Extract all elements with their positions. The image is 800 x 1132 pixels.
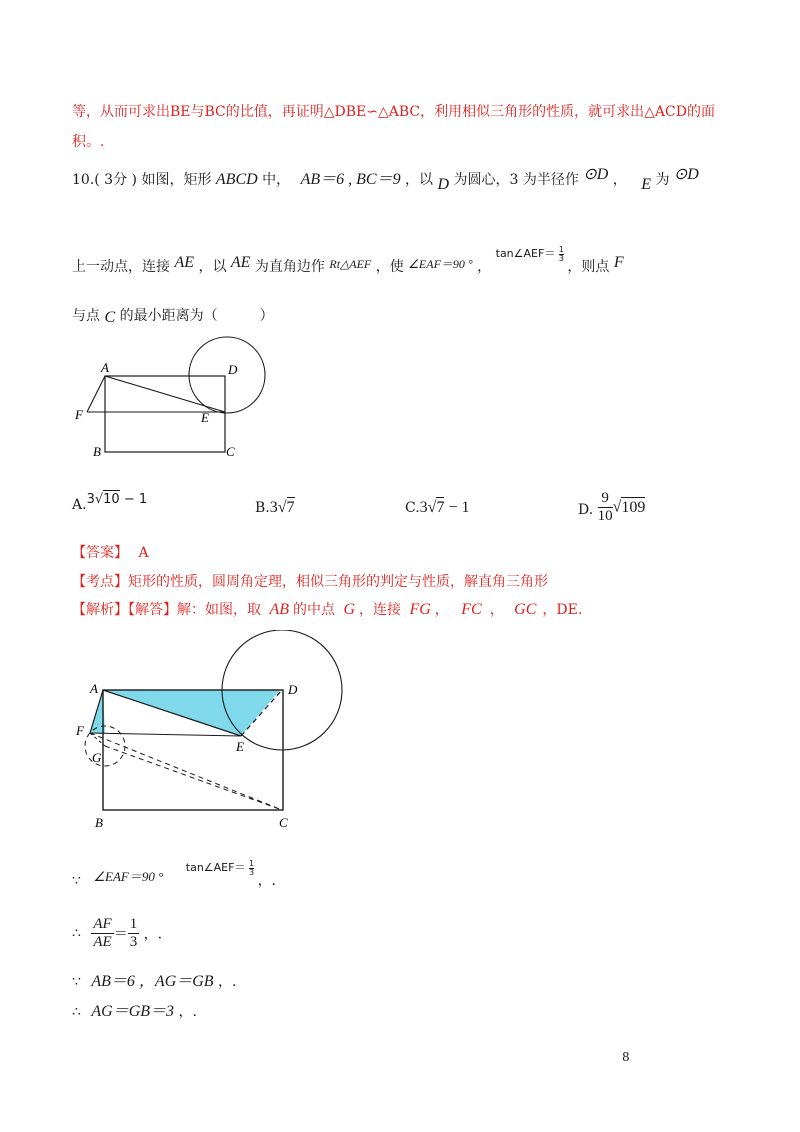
kaodian-line [72, 571, 548, 591]
question-text: ， [477, 259, 492, 275]
intro-line-2: 积。. [72, 134, 105, 150]
label-c: C [279, 815, 288, 830]
coef: 3 [419, 499, 428, 516]
question-text: 与点 [72, 308, 100, 324]
option-a-label: A. [72, 497, 87, 513]
label-a: A [90, 681, 98, 696]
radicand: 7 [286, 499, 295, 516]
d-num: 9 [598, 490, 613, 508]
option-b-label: B. [255, 500, 270, 516]
segment-gc [105, 746, 282, 810]
therefore-symbol: ∴ [72, 925, 81, 942]
label-e: E [201, 410, 209, 425]
question-text: 中， [262, 172, 291, 188]
angle-eaf: ∠EAF＝90 ° [408, 257, 473, 271]
question-line-3 [72, 305, 274, 325]
tan-den: 3 [248, 867, 255, 877]
jiexi-line: 【解析】【解答】解：如图，取 AB 的中点 G ，连接 FG ， FC ， GC ，DE. [72, 601, 583, 618]
question-text: ，以 [198, 259, 227, 275]
center-d: D [437, 176, 450, 193]
label-d: D [288, 682, 298, 697]
step-3: ∵ AB＝6 ，AG＝GB ，. [72, 973, 237, 990]
step-4: ∴ AG＝GB＝3 ，. [72, 1003, 197, 1020]
tan-den: 3 [558, 253, 564, 263]
question-text: ，使 [375, 259, 404, 275]
tan-aef [185, 858, 258, 877]
question-line-1 [72, 166, 699, 193]
circle-symbol: ⊙D [583, 166, 609, 183]
coef: 3 [86, 492, 95, 507]
label-g: G [92, 750, 102, 765]
question-text: 上一动点，连接 [72, 259, 170, 275]
label-a: A [101, 360, 109, 375]
question-score: ( 3分 ) [94, 172, 137, 188]
question-text: 的最小距离为（ ） [119, 308, 274, 324]
option-c-label: C. [405, 500, 420, 516]
question-text: 为直角边作 [254, 259, 325, 275]
step-2: ∴ $\frac{AF}{AE}$ ＝ $\frac{1}{3}$ ，. [72, 916, 163, 950]
tail: − 1 [119, 492, 148, 507]
segment-fc [90, 733, 282, 810]
jiexi-text: 的中点 [293, 602, 335, 618]
point-e: E [641, 176, 651, 193]
radicand: 10 [103, 492, 120, 507]
rect-dims: AB＝6 , BC＝9 [300, 171, 401, 188]
option-c[interactable]: C.3√7 − 1 [405, 499, 470, 516]
radicand: 7 [436, 499, 445, 516]
figure-2 [70, 630, 360, 830]
label-c: C [226, 444, 235, 459]
answer-value: A [138, 545, 149, 561]
question-text: ，则点 [567, 259, 610, 275]
label-f: F [75, 407, 83, 422]
rect-name: ABCD [215, 171, 258, 188]
option-d-fraction [598, 490, 613, 525]
question-text: 为圆心，3 为半径作 [453, 172, 579, 188]
figure-1 [70, 330, 290, 465]
segment-ab: AB [269, 601, 289, 618]
answer-tag: 【答案】 [72, 545, 128, 561]
segment-gc: GC [514, 601, 537, 618]
jiexi-text: ，连接 [359, 602, 402, 618]
segment-ae: AE [230, 254, 251, 271]
tan-num: 1 [558, 244, 564, 254]
radicand: 109 [621, 498, 646, 516]
d-den: 10 [597, 508, 613, 524]
den-ae: AE [93, 934, 112, 950]
tan-fraction [559, 246, 564, 263]
point-c: C [104, 309, 116, 326]
fraction-af-ae [91, 916, 113, 951]
label-e: E [236, 739, 244, 754]
fraction-1-3 [128, 916, 140, 951]
tail: − 1 [444, 499, 470, 516]
circle-d [189, 337, 265, 413]
question-text: 如图，矩形 [141, 172, 212, 188]
segment-fg: FG [409, 601, 431, 618]
ag-gb-3: AG＝GB＝3 [91, 1003, 175, 1020]
num-af: AF [93, 916, 112, 932]
question-text: ，以 [405, 172, 434, 188]
coef: 3 [269, 499, 278, 516]
den-3: 3 [129, 934, 138, 950]
segment-af [87, 376, 105, 412]
jiexi-de: ，DE. [542, 602, 583, 618]
label-d: D [228, 362, 238, 377]
segment-ae: AE [174, 254, 194, 271]
point-g: G [343, 601, 356, 618]
tan-num: 1 [248, 858, 255, 868]
option-d[interactable]: D. $\frac{9}{10}$ √109 [578, 490, 646, 524]
label-f: F [76, 723, 84, 738]
equals: ＝ [113, 927, 128, 943]
tan-label: tan∠AEF＝ [185, 861, 246, 874]
tan-aef [495, 244, 568, 263]
option-d-label: D. [578, 501, 594, 518]
tan-fraction [249, 860, 254, 877]
segment-ae [105, 376, 225, 412]
tan-label: tan∠AEF＝ [495, 247, 556, 260]
question-text: 为 [655, 172, 670, 188]
because-symbol: ∵ [72, 873, 81, 889]
num-1: 1 [129, 916, 138, 932]
jiexi-tag: 【解析】【解答】 [72, 602, 177, 618]
page-number: 8 [622, 1050, 630, 1064]
circle-symbol: ⊙D [673, 166, 699, 183]
label-b: B [95, 815, 103, 830]
angle-eaf: ∠EAF＝90 ° [93, 869, 164, 884]
kaodian-text: 矩形的性质，圆周角定理，相似三角形的判定与性质，解直角三角形 [128, 574, 548, 590]
option-b[interactable]: B.3√7 [255, 499, 295, 516]
therefore-symbol: ∴ [72, 1004, 81, 1020]
question-text: ， [612, 172, 627, 188]
point-f: F [613, 254, 624, 271]
kaodian-tag: 【考点】 [72, 574, 128, 590]
question-number: 10. [72, 172, 95, 188]
label-b: B [93, 444, 101, 459]
because-symbol: ∵ [72, 974, 81, 990]
option-a[interactable]: A.3√10 − 1 [72, 492, 148, 513]
answer-line [72, 542, 149, 562]
segment-fe [90, 733, 241, 736]
right-triangle: Rt△AEF [329, 257, 372, 271]
step-1: ∵ ∠EAF＝90 ° $^{tan\angle AEF= \frac{1}{3}}$ ，. [72, 858, 277, 889]
jiexi-text: 解：如图，取 [177, 602, 261, 618]
intro-line-1: 等，从而可求出BE与BC的比值，再证明△DBE∽△ABC，利用相似三角形的性质，就可求出△ACD的面 [72, 104, 715, 120]
segment-fc: FC [461, 601, 482, 618]
ab-ag-gb: AB＝6 ，AG＝GB [91, 973, 214, 990]
triangle-aed-fill [103, 690, 280, 736]
